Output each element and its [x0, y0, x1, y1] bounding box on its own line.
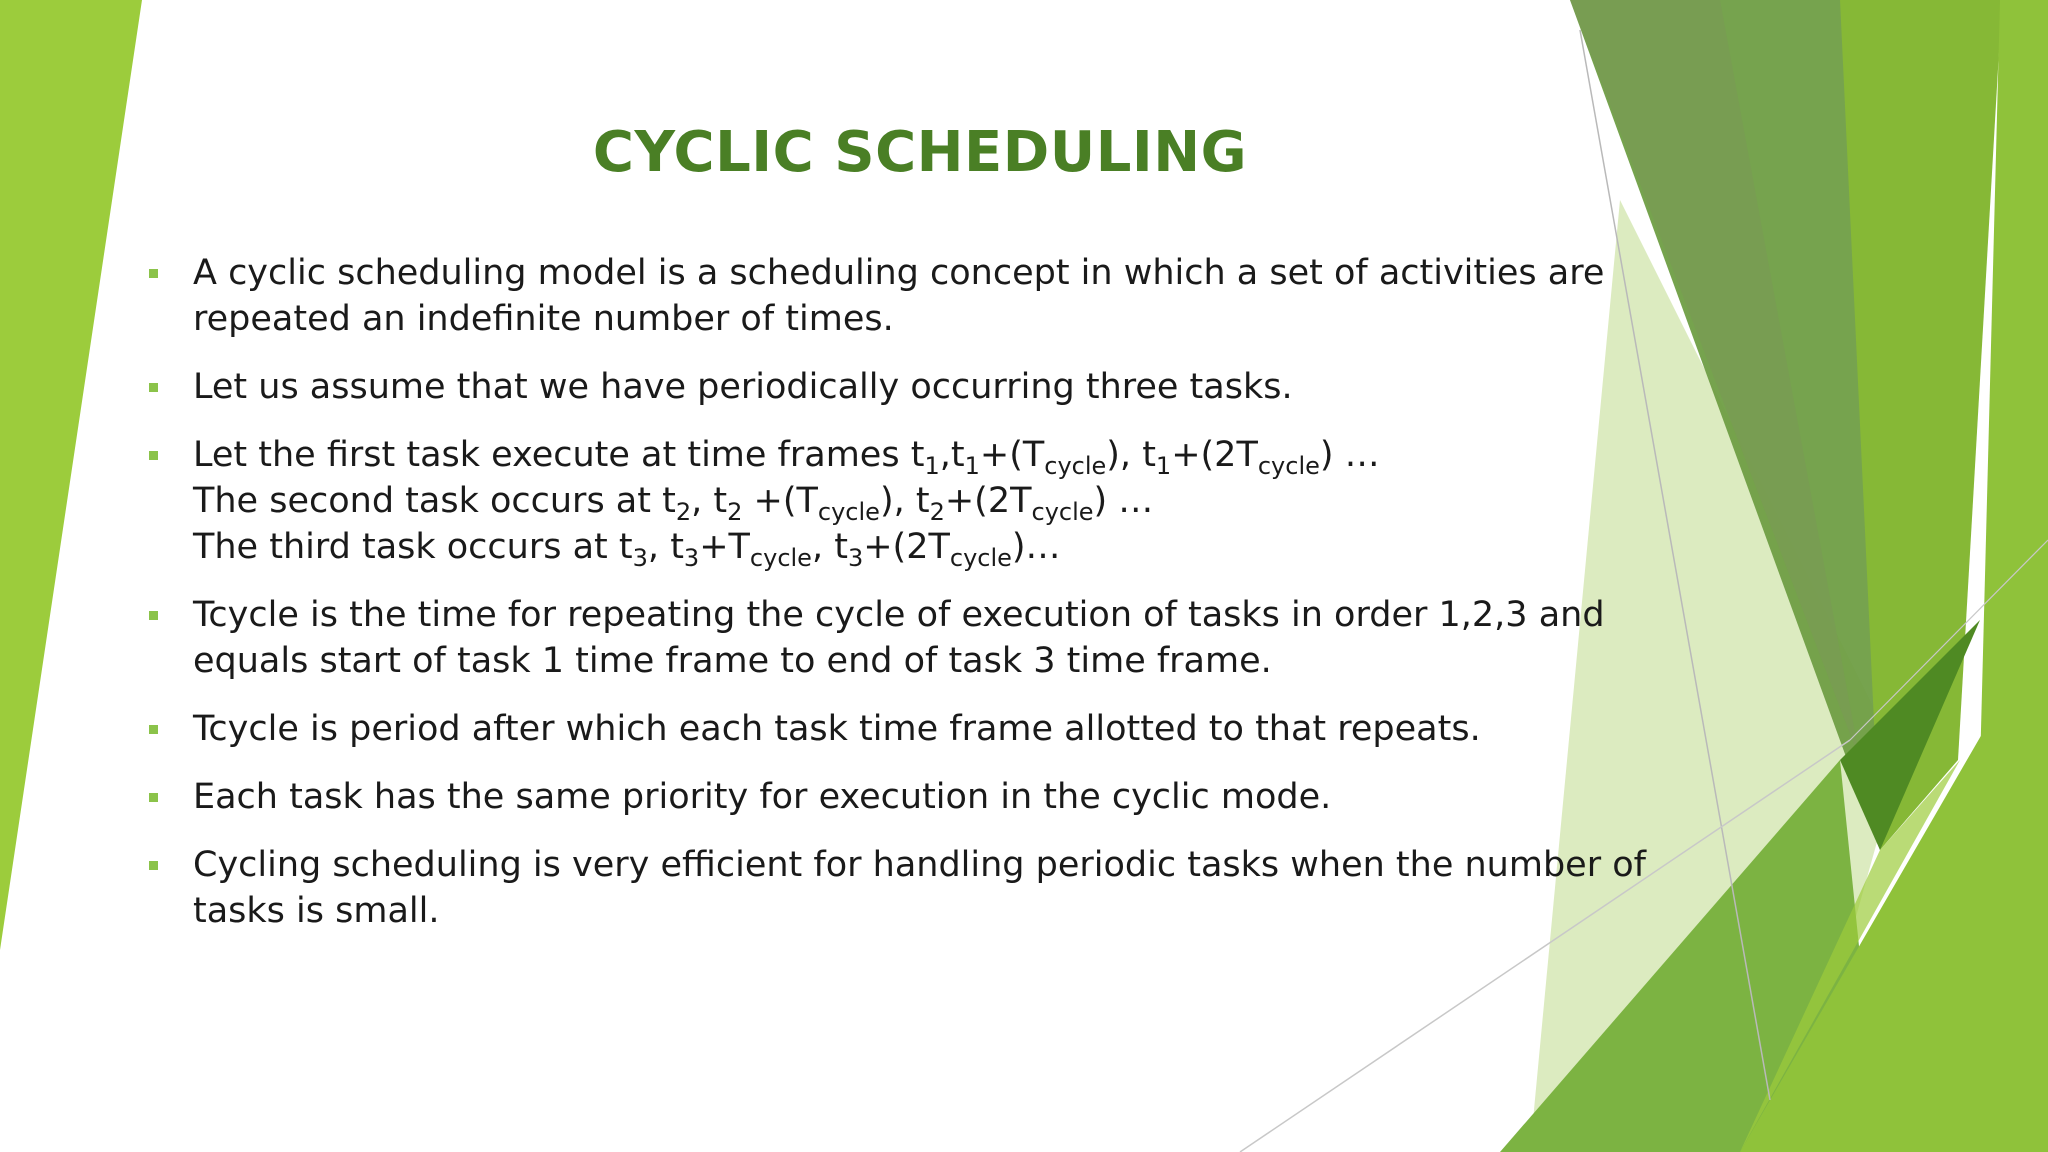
- bullet-item-1: [145, 250, 1645, 342]
- bullet-marker-icon: [149, 451, 158, 460]
- task-line-third: The third task occurs at $t_3$, $t_3+T_{cycle}$, $t_3+(2T_{cycle})\dots$: [193, 527, 1061, 572]
- bullet-item-6: [145, 774, 1645, 820]
- bullet-text-line: repeated an indefinite number of times.: [193, 299, 894, 339]
- bullet-text-line: Tcycle is period after which each task time frame allotted to that repeats.: [193, 709, 1481, 749]
- bullet-item-7: [145, 842, 1645, 934]
- bullet-marker-icon: [149, 725, 158, 734]
- bullet-text-line: Let us assume that we have periodically occurring three tasks.: [193, 367, 1293, 407]
- bullet-item-5: [145, 706, 1645, 752]
- bullet-item-3: [145, 432, 1645, 570]
- bullet-marker-icon: [149, 383, 158, 392]
- task-line-second: The second task occurs at $t_2$, $t_2 +(T_{cycle})$, $t_2+(2T_{cycle})$ …: [193, 481, 1154, 526]
- bullet-marker-icon: [149, 269, 158, 278]
- bullet-text-line: equals start of task 1 time frame to end of task 3 time frame.: [193, 641, 1272, 681]
- bullet-text-line: Cycling scheduling is very efficient for handling periodic tasks when the number of: [193, 845, 1646, 885]
- bullet-item-4: [145, 592, 1645, 684]
- bullet-text-line: A cyclic scheduling model is a scheduling concept in which a set of activities are: [193, 253, 1605, 293]
- task-line-first: Let the first task execute at time frames $t_1,t_1+(T_{cycle})$, $t_1+(2T_{cycle})$ …: [193, 435, 1380, 480]
- bullet-marker-icon: [149, 611, 158, 620]
- bullet-text-line: Each task has the same priority for execution in the cyclic mode.: [193, 777, 1332, 817]
- bullet-marker-icon: [149, 793, 158, 802]
- bullet-item-2: [145, 364, 1645, 410]
- bullet-list: [145, 250, 1645, 956]
- bullet-text-line: tasks is small.: [193, 891, 440, 931]
- bullet-marker-icon: [149, 861, 158, 870]
- bullet-text-line: Tcycle is the time for repeating the cycle of execution of tasks in order 1,2,3 and: [193, 595, 1605, 635]
- slide-title: CYCLIC SCHEDULING: [592, 120, 1248, 185]
